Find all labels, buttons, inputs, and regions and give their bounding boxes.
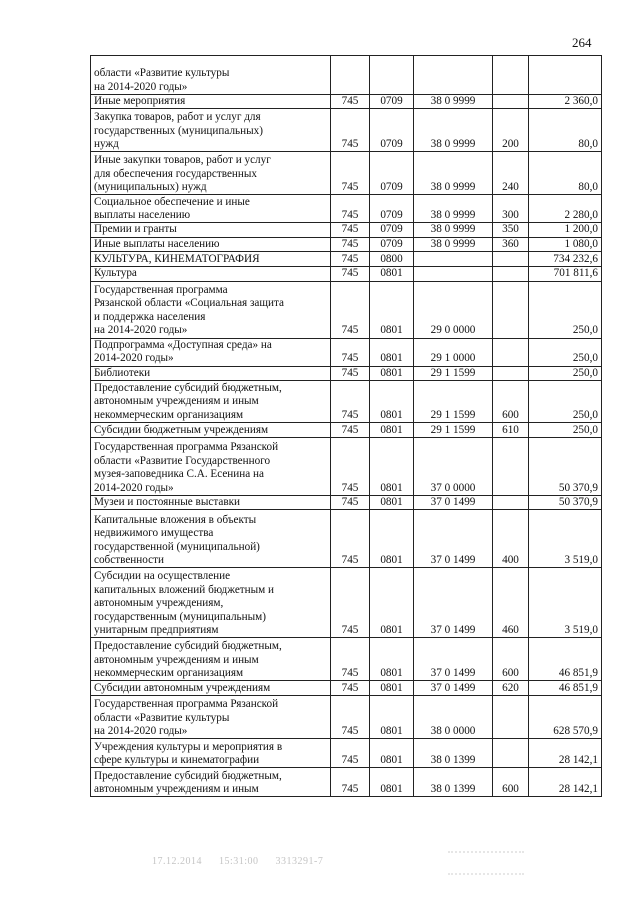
cell-sum: 80,0 — [529, 109, 602, 152]
cell-name: Закупка товаров, работ и услуг для государственных (муниципальных) нужд — [91, 109, 331, 152]
cell-sum: 28 142,1 — [529, 739, 602, 768]
cell-name: Подпрограмма «Доступная среда» на 2014-2020 годы» — [91, 338, 331, 366]
cell-sum: 250,0 — [529, 366, 602, 380]
cell-sum: 3 519,0 — [529, 568, 602, 638]
cell-vr — [493, 95, 529, 109]
cell-rz: 0801 — [370, 496, 414, 510]
cell-csr — [414, 267, 493, 281]
table-row — [91, 56, 602, 95]
cell-rz: 0801 — [370, 438, 414, 496]
cell-vr: 600 — [493, 638, 529, 681]
cell-csr: 38 0 1399 — [414, 739, 493, 768]
cell-csr: 37 0 1499 — [414, 568, 493, 638]
cell-rz: 0709 — [370, 95, 414, 109]
cell-ved: 745 — [331, 768, 370, 797]
budget-table-body — [91, 56, 602, 797]
table-row — [91, 281, 602, 338]
cell-csr: 29 1 1599 — [414, 423, 493, 438]
cell-ved: 745 — [331, 438, 370, 496]
cell-name: Субсидии на осуществление капитальных вложений бюджетным и автономным учреждениям, государственным (муниципальным) унитарным предприятиям — [91, 568, 331, 638]
cell-csr: 38 0 9999 — [414, 152, 493, 195]
cell-sum: 80,0 — [529, 152, 602, 195]
cell-name: Культура — [91, 267, 331, 281]
table-row — [91, 366, 602, 380]
cell-vr — [493, 696, 529, 739]
table-row — [91, 568, 602, 638]
cell-ved: 745 — [331, 381, 370, 423]
cell-sum: 28 142,1 — [529, 768, 602, 797]
cell-name: Капитальные вложения в объекты недвижимого имущества государственной (муниципальной) собственности — [91, 510, 331, 568]
table-row — [91, 739, 602, 768]
page-number: 264 — [572, 35, 592, 50]
cell-ved — [331, 56, 370, 95]
cell-rz — [370, 56, 414, 95]
cell-csr: 37 0 1499 — [414, 496, 493, 510]
cell-sum: 2 360,0 — [529, 95, 602, 109]
cell-name: Учреждения культуры и мероприятия в сфере культуры и кинематографии — [91, 739, 331, 768]
table-row — [91, 423, 602, 438]
cell-rz: 0801 — [370, 267, 414, 281]
cell-name: Государственная программа Рязанской области «Развитие культуры на 2014-2020 годы» — [91, 696, 331, 739]
cell-ved: 745 — [331, 281, 370, 338]
cell-name: Государственная программа Рязанской области «Социальная защита и поддержка населения на 2014-2020 годы» — [91, 281, 331, 338]
cell-name: Социальное обеспечение и иные выплаты населению — [91, 195, 331, 223]
table-row — [91, 638, 602, 681]
cell-ved: 745 — [331, 366, 370, 380]
cell-rz: 0801 — [370, 568, 414, 638]
cell-ved: 745 — [331, 109, 370, 152]
table-row — [91, 252, 602, 267]
cell-ved: 745 — [331, 223, 370, 237]
cell-ved: 745 — [331, 95, 370, 109]
table-row — [91, 681, 602, 696]
table-row — [91, 438, 602, 496]
cell-vr: 460 — [493, 568, 529, 638]
cell-ved: 745 — [331, 638, 370, 681]
cell-rz: 0801 — [370, 281, 414, 338]
cell-vr — [493, 338, 529, 366]
cell-vr — [493, 281, 529, 338]
cell-sum: 50 370,9 — [529, 496, 602, 510]
cell-csr: 38 0 0000 — [414, 696, 493, 739]
cell-rz: 0801 — [370, 510, 414, 568]
cell-csr: 37 0 1499 — [414, 510, 493, 568]
cell-name: Музеи и постоянные выставки — [91, 496, 331, 510]
cell-sum — [529, 56, 602, 95]
cell-vr — [493, 496, 529, 510]
cell-vr: 350 — [493, 223, 529, 237]
cell-csr — [414, 56, 493, 95]
cell-rz: 0801 — [370, 739, 414, 768]
cell-name: Субсидии автономным учреждениям — [91, 681, 331, 696]
cell-vr: 600 — [493, 768, 529, 797]
table-row — [91, 152, 602, 195]
cell-sum: 3 519,0 — [529, 510, 602, 568]
cell-csr: 37 0 1499 — [414, 638, 493, 681]
cell-csr: 37 0 1499 — [414, 681, 493, 696]
cell-sum: 1 200,0 — [529, 223, 602, 237]
cell-csr: 38 0 9999 — [414, 195, 493, 223]
cell-sum: 46 851,9 — [529, 638, 602, 681]
cell-sum: 250,0 — [529, 381, 602, 423]
cell-csr: 29 1 0000 — [414, 338, 493, 366]
budget-table — [90, 55, 602, 797]
cell-sum: 734 232,6 — [529, 252, 602, 267]
cell-vr — [493, 267, 529, 281]
cell-sum: 628 570,9 — [529, 696, 602, 739]
cell-vr — [493, 56, 529, 95]
cell-ved: 745 — [331, 252, 370, 267]
cell-vr: 240 — [493, 152, 529, 195]
cell-name: области «Развитие культуры на 2014-2020 годы» — [91, 56, 331, 95]
cell-ved: 745 — [331, 739, 370, 768]
cell-vr: 600 — [493, 381, 529, 423]
cell-sum: 2 280,0 — [529, 195, 602, 223]
print-stamp: 17.12.2014 15:31:00 3313291-7 — [152, 856, 324, 867]
cell-csr: 29 1 1599 — [414, 366, 493, 380]
table-row — [91, 195, 602, 223]
cell-name: Предоставление субсидий бюджетным, автономным учреждениям и иным некоммерческим организациям — [91, 638, 331, 681]
cell-rz: 0801 — [370, 338, 414, 366]
cell-name: Государственная программа Рязанской области «Развитие Государственного музея-заповедника С.А. Есенина на 2014-2020 годы» — [91, 438, 331, 496]
table-row — [91, 95, 602, 109]
cell-rz: 0709 — [370, 223, 414, 237]
cell-ved: 745 — [331, 237, 370, 251]
cell-csr: 38 0 9999 — [414, 95, 493, 109]
table-row — [91, 510, 602, 568]
cell-ved: 745 — [331, 681, 370, 696]
cell-csr: 38 0 1399 — [414, 768, 493, 797]
cell-rz: 0801 — [370, 768, 414, 797]
table-row — [91, 381, 602, 423]
faint-stamp-mark — [448, 851, 524, 875]
cell-sum: 250,0 — [529, 423, 602, 438]
cell-csr — [414, 252, 493, 267]
cell-csr: 38 0 9999 — [414, 223, 493, 237]
cell-ved: 745 — [331, 496, 370, 510]
cell-vr: 400 — [493, 510, 529, 568]
cell-vr — [493, 739, 529, 768]
cell-csr: 29 1 1599 — [414, 381, 493, 423]
cell-name: КУЛЬТУРА, КИНЕМАТОГРАФИЯ — [91, 252, 331, 267]
cell-sum: 50 370,9 — [529, 438, 602, 496]
table-row — [91, 223, 602, 237]
cell-rz: 0801 — [370, 366, 414, 380]
cell-ved: 745 — [331, 696, 370, 739]
cell-ved: 745 — [331, 152, 370, 195]
cell-rz: 0801 — [370, 681, 414, 696]
cell-ved: 745 — [331, 510, 370, 568]
cell-sum: 46 851,9 — [529, 681, 602, 696]
cell-vr — [493, 438, 529, 496]
cell-name: Иные выплаты населению — [91, 237, 331, 251]
cell-rz: 0801 — [370, 423, 414, 438]
cell-vr: 300 — [493, 195, 529, 223]
cell-vr: 360 — [493, 237, 529, 251]
cell-name: Иные закупки товаров, работ и услуг для обеспечения государственных (муниципальных) нужд — [91, 152, 331, 195]
cell-rz: 0801 — [370, 381, 414, 423]
cell-vr — [493, 252, 529, 267]
table-row — [91, 338, 602, 366]
cell-csr: 38 0 9999 — [414, 109, 493, 152]
cell-ved: 745 — [331, 267, 370, 281]
cell-sum: 1 080,0 — [529, 237, 602, 251]
cell-name: Премии и гранты — [91, 223, 331, 237]
cell-ved: 745 — [331, 195, 370, 223]
table-row — [91, 267, 602, 281]
cell-ved: 745 — [331, 338, 370, 366]
cell-ved: 745 — [331, 568, 370, 638]
cell-rz: 0709 — [370, 109, 414, 152]
cell-rz: 0709 — [370, 152, 414, 195]
table-row — [91, 237, 602, 251]
cell-name: Субсидии бюджетным учреждениям — [91, 423, 331, 438]
cell-vr: 620 — [493, 681, 529, 696]
cell-name: Библиотеки — [91, 366, 331, 380]
cell-sum: 701 811,6 — [529, 267, 602, 281]
table-row — [91, 496, 602, 510]
cell-csr: 29 0 0000 — [414, 281, 493, 338]
table-row — [91, 768, 602, 797]
cell-rz: 0801 — [370, 638, 414, 681]
cell-vr: 610 — [493, 423, 529, 438]
cell-ved: 745 — [331, 423, 370, 438]
cell-sum: 250,0 — [529, 338, 602, 366]
cell-csr: 37 0 0000 — [414, 438, 493, 496]
cell-sum: 250,0 — [529, 281, 602, 338]
cell-vr: 200 — [493, 109, 529, 152]
table-row — [91, 109, 602, 152]
cell-rz: 0709 — [370, 195, 414, 223]
cell-csr: 38 0 9999 — [414, 237, 493, 251]
cell-rz: 0800 — [370, 252, 414, 267]
cell-vr — [493, 366, 529, 380]
cell-name: Иные мероприятия — [91, 95, 331, 109]
cell-rz: 0709 — [370, 237, 414, 251]
cell-name: Предоставление субсидий бюджетным, автономным учреждениям и иным — [91, 768, 331, 797]
table-row — [91, 696, 602, 739]
cell-rz: 0801 — [370, 696, 414, 739]
cell-name: Предоставление субсидий бюджетным, автономным учреждениям и иным некоммерческим организациям — [91, 381, 331, 423]
